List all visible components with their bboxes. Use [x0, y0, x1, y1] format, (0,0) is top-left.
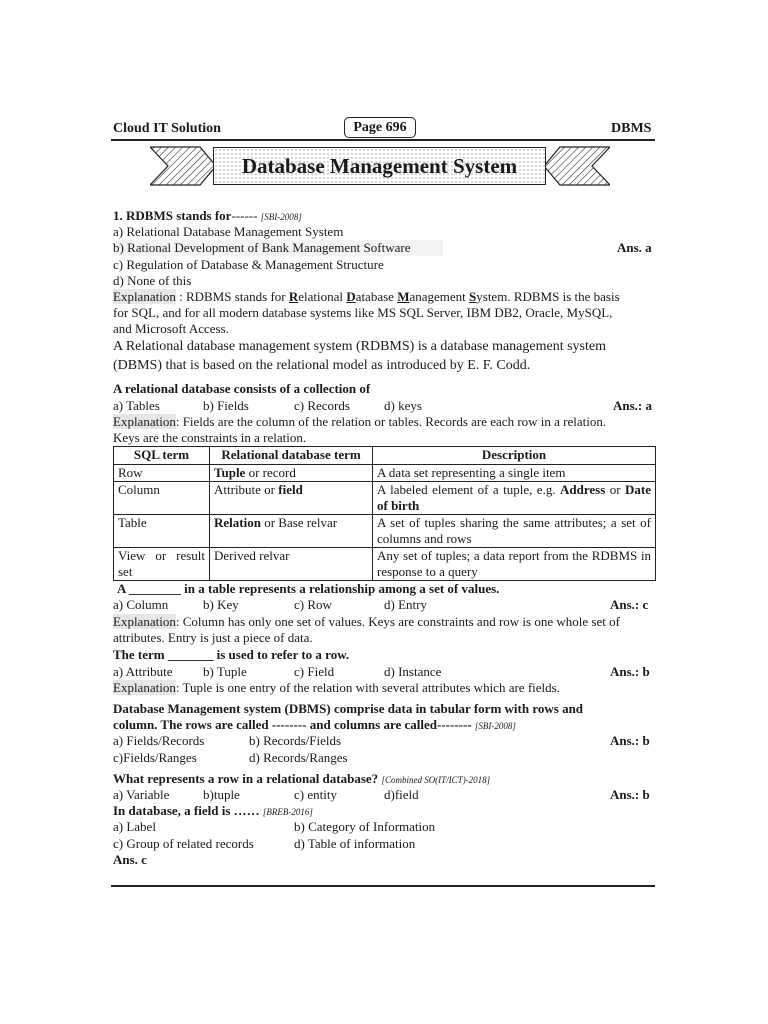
table-cell: Derived relvar: [210, 548, 373, 581]
table-header-row: [114, 447, 656, 465]
question-1: 1. RDBMS stands for------ [SBI-2008]: [113, 208, 302, 223]
q7-option-b: b) Category of Information: [294, 819, 436, 834]
q4-option-b: b) Tuple: [203, 664, 247, 679]
page-number-badge: Page 696: [344, 117, 416, 138]
q1-option-b: b) Rational Development of Bank Management Software: [113, 240, 443, 256]
table-cell: Column: [114, 482, 210, 515]
q2-option-d: d) keys: [384, 398, 422, 413]
question-6: What represents a row in a relational database? [Combined SO(IT/ICT)-2018]: [113, 771, 491, 786]
q5-option-d: d) Records/Ranges: [249, 750, 348, 765]
q2-explanation-line1: Explanation: Fields are the column of the relation or tables. Records are each row in a relation.: [113, 414, 607, 429]
question-4: The term _______ is used to refer to a row.: [113, 647, 350, 662]
q3-explanation-line2: attributes. Entry is just a piece of data.: [113, 630, 313, 645]
q3-explanation-line1: Explanation: Column has only one set of values. Keys are constraints and row is one whole set of: [113, 614, 620, 629]
q7-answer: Ans. c: [113, 852, 147, 867]
header-rule: [111, 139, 655, 141]
q6-answer: Ans.: b: [610, 787, 650, 802]
q6-option-d: d)field: [384, 787, 419, 802]
table-header: Relational database term: [210, 447, 373, 465]
page-title: Database Management System: [241, 154, 518, 178]
q7-option-c: c) Group of related records: [113, 836, 254, 851]
question-3: A ________ in a table represents a relationship among a set of values.: [117, 581, 500, 596]
table-cell: Tuple or record: [210, 465, 373, 482]
table-cell: Attribute or field: [210, 482, 373, 515]
question-2: A relational database consists of a collection of: [113, 381, 371, 396]
table-row: [114, 515, 656, 548]
q6-option-a: a) Variable: [113, 787, 170, 802]
q2-explanation-line2: Keys are the constraints in a relation.: [113, 430, 307, 445]
q4-option-a: a) Attribute: [113, 664, 173, 679]
q2-answer: Ans.: a: [613, 398, 653, 413]
q5-option-b: b) Records/Fields: [249, 733, 342, 748]
table-cell: Relation or Base relvar: [210, 515, 373, 548]
table-row: [114, 465, 656, 482]
table-header: SQL term: [114, 447, 210, 465]
q1-option-c: c) Regulation of Database & Management Structure: [113, 257, 384, 272]
question-5-line1: Database Management system (DBMS) comprise data in tabular form with rows and: [113, 701, 584, 716]
q5-answer: Ans.: b: [610, 733, 650, 748]
header-subject: DBMS: [611, 121, 652, 136]
rdbms-paragraph-line2: (DBMS) that is based on the relational model as introduced by E. F. Codd.: [113, 358, 531, 373]
table-row: [114, 548, 656, 581]
q3-answer: Ans.: c: [610, 597, 649, 612]
table-cell: Table: [114, 515, 210, 548]
table-header: Description: [373, 447, 656, 465]
q6-option-b: b)tuple: [203, 787, 240, 802]
sql-terms-table: [113, 446, 656, 581]
footer-rule: [111, 885, 655, 887]
q4-option-c: c) Field: [294, 664, 335, 679]
question-5-line2: column. The rows are called -------- and columns are called-------- [SBI-2008]: [113, 717, 516, 732]
q6-option-c: c) entity: [294, 787, 337, 802]
header-publisher: Cloud IT Solution: [113, 121, 221, 136]
q1-option-d: d) None of this: [113, 273, 192, 288]
q2-option-a: a) Tables: [113, 398, 160, 413]
q1-explanation-line1: Explanation : RDBMS stands for Relational Database Management System. RDBMS is the basis: [113, 289, 620, 304]
q2-option-c: c) Records: [294, 398, 350, 413]
q3-option-a: a) Column: [113, 597, 169, 612]
table-cell: A set of tuples sharing the same attributes; a set of columns and rows: [373, 515, 656, 548]
q4-answer: Ans.: b: [610, 664, 650, 679]
q1-explanation-line3: and Microsoft Access.: [113, 321, 229, 336]
q1-option-a: a) Relational Database Management System: [113, 224, 344, 239]
q4-explanation-line1: Explanation: Tuple is one entry of the relation with several attributes which are fields.: [113, 680, 560, 695]
table-cell: A labeled element of a tuple, e.g. Address or Date of birth: [373, 482, 656, 515]
q5-option-c: c)Fields/Ranges: [113, 750, 197, 765]
table-cell: A data set representing a single item: [373, 465, 656, 482]
q7-option-a: a) Label: [113, 819, 156, 834]
table-cell: View or result set: [114, 548, 210, 581]
q4-option-d: d) Instance: [384, 664, 442, 679]
q3-option-d: d) Entry: [384, 597, 427, 612]
q2-option-b: b) Fields: [203, 398, 249, 413]
table-row: [114, 482, 656, 515]
q1-answer: Ans. a: [617, 240, 652, 255]
question-7: In database, a field is …… [BREB-2016]: [113, 803, 313, 818]
q3-option-c: c) Row: [294, 597, 332, 612]
q1-explanation-line2: for SQL, and for all modern database systems like MS SQL Server, IBM DB2, Oracle, MySQL,: [113, 305, 613, 320]
q5-option-a: a) Fields/Records: [113, 733, 205, 748]
rdbms-paragraph-line1: A Relational database management system (RDBMS) is a database management system: [113, 339, 606, 354]
table-cell: Row: [114, 465, 210, 482]
table-cell: Any set of tuples; a data report from the RDBMS in response to a query: [373, 548, 656, 581]
q7-option-d: d) Table of information: [294, 836, 416, 851]
q3-option-b: b) Key: [203, 597, 239, 612]
